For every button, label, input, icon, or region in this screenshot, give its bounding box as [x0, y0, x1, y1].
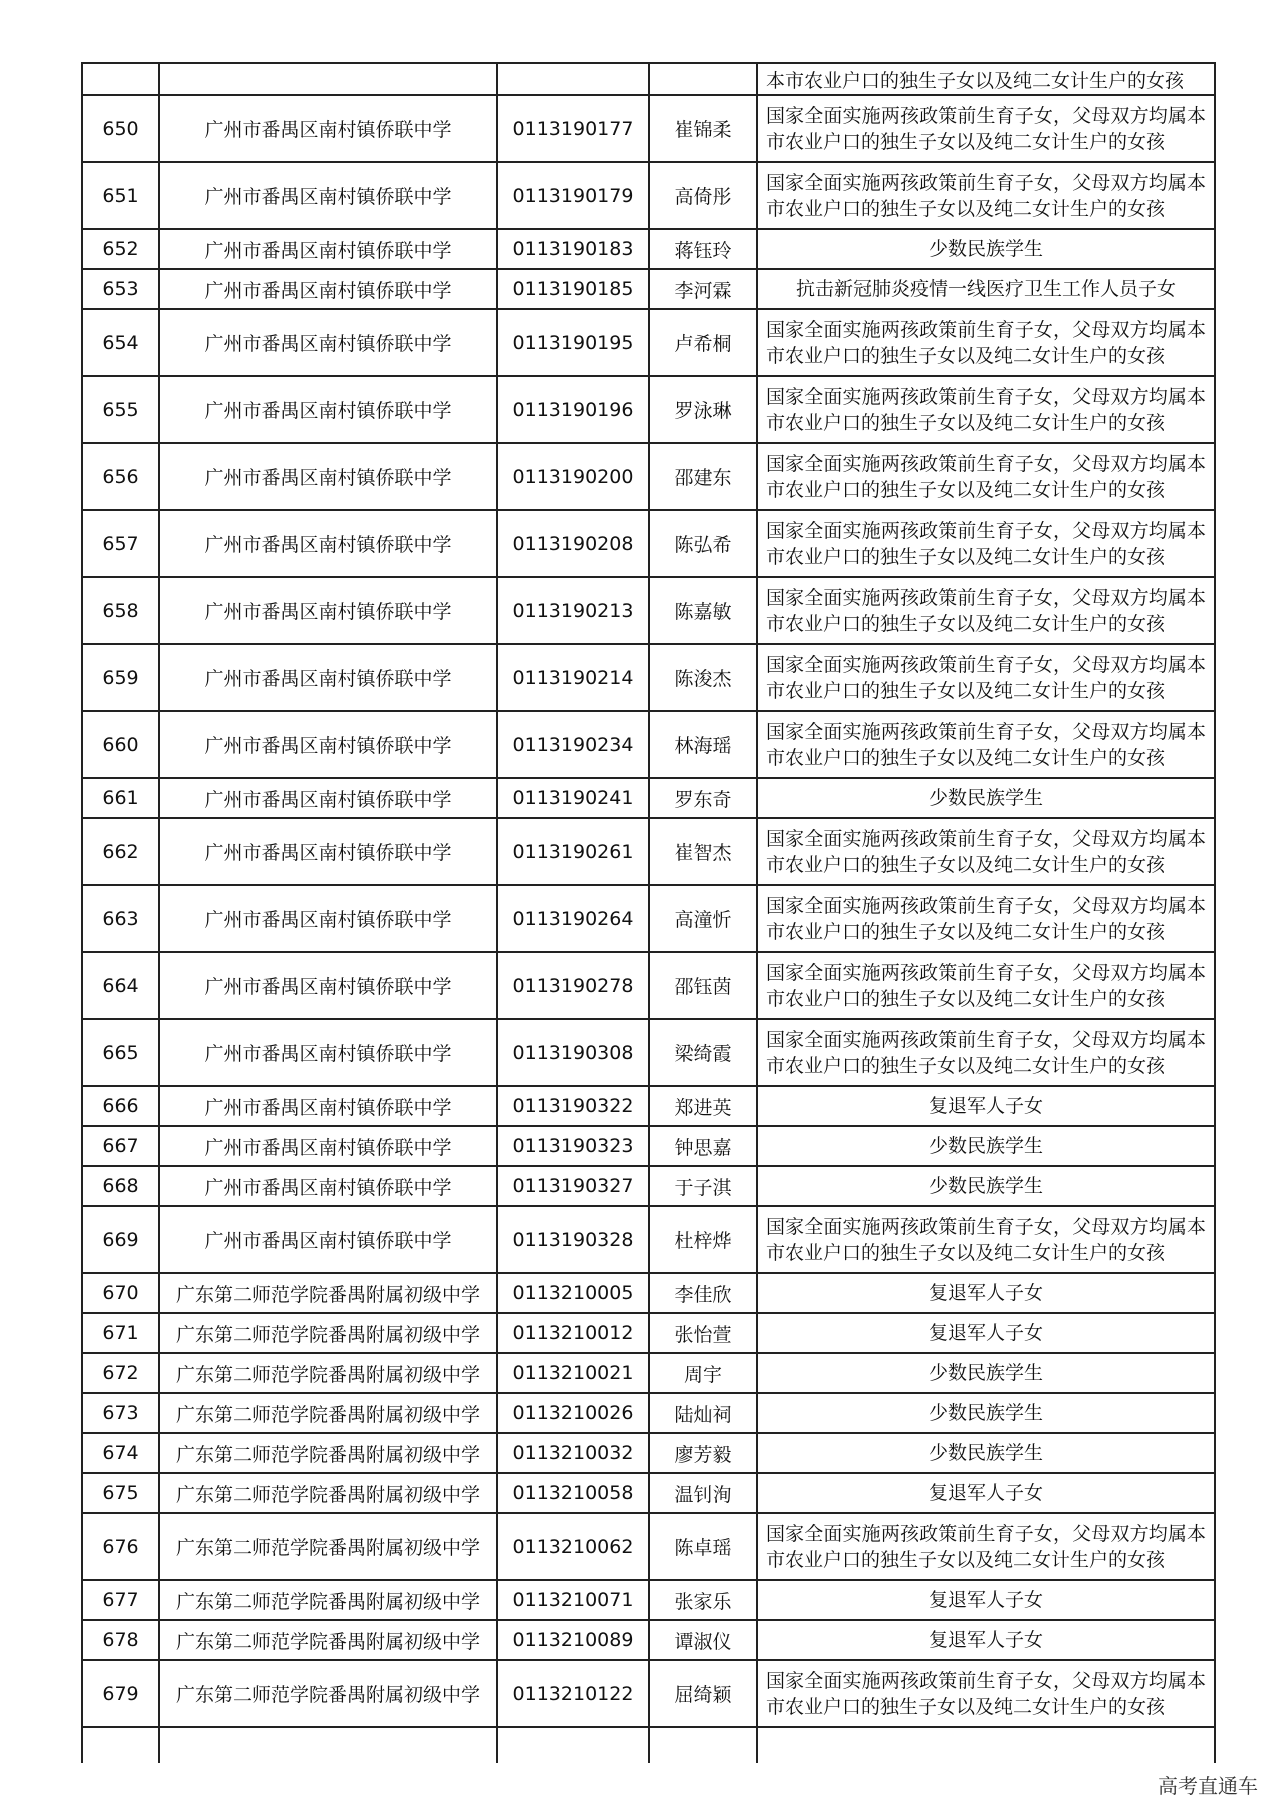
- cell-id: 0113210032: [497, 1433, 649, 1473]
- cell-id: 0113190183: [497, 229, 649, 269]
- cell-category: 少数民族学生: [757, 1393, 1215, 1433]
- cell-school: 广东第二师范学院番禺附属初级中学: [159, 1513, 497, 1580]
- cell-category: 复退军人子女: [757, 1313, 1215, 1353]
- table-row: [82, 443, 1215, 510]
- cell-no: 674: [82, 1433, 159, 1473]
- table-row: [82, 1313, 1215, 1353]
- cell-no: 673: [82, 1393, 159, 1433]
- cell-no: 677: [82, 1580, 159, 1620]
- cell-category: 少数民族学生: [757, 778, 1215, 818]
- cell-id: 0113210021: [497, 1353, 649, 1393]
- cell-school: 广州市番禺区南村镇侨联中学: [159, 376, 497, 443]
- cell-school: 广州市番禺区南村镇侨联中学: [159, 229, 497, 269]
- cell-school: 广东第二师范学院番禺附属初级中学: [159, 1313, 497, 1353]
- cell-name: 邵钰茵: [649, 952, 757, 1019]
- cell-category: 复退军人子女: [757, 1620, 1215, 1660]
- cell-id: 0113190185: [497, 269, 649, 309]
- cell-name: 张怡萱: [649, 1313, 757, 1353]
- cell-name: 高倚彤: [649, 162, 757, 229]
- table-row: [82, 952, 1215, 1019]
- cell-name: 罗泳琳: [649, 376, 757, 443]
- cell-category: 国家全面实施两孩政策前生育子女，父母双方均属本市农业户口的独生子女以及纯二女计生户的女孩: [757, 1019, 1215, 1086]
- table-row: [82, 1473, 1215, 1513]
- cell-name: 崔锦柔: [649, 95, 757, 162]
- cell-category: 抗击新冠肺炎疫情一线医疗卫生工作人员子女: [757, 269, 1215, 309]
- cell-category: 国家全面实施两孩政策前生育子女，父母双方均属本市农业户口的独生子女以及纯二女计生户的女孩: [757, 376, 1215, 443]
- cell-school: 广州市番禺区南村镇侨联中学: [159, 577, 497, 644]
- cell-no: 672: [82, 1353, 159, 1393]
- cell-name: 李河霖: [649, 269, 757, 309]
- cell-id: 0113190214: [497, 644, 649, 711]
- cell-no: 650: [82, 95, 159, 162]
- category-fragment: 本市农业户口的独生子女以及纯二女计生户的女孩: [757, 63, 1215, 95]
- cell-id: 0113210005: [497, 1273, 649, 1313]
- cell-no: 661: [82, 778, 159, 818]
- cell-school: 广州市番禺区南村镇侨联中学: [159, 778, 497, 818]
- cell-name: 蒋钰玲: [649, 229, 757, 269]
- cell-no: 654: [82, 309, 159, 376]
- cell-name: 张家乐: [649, 1580, 757, 1620]
- cell-id: 0113210062: [497, 1513, 649, 1580]
- cell-name: 于子淇: [649, 1166, 757, 1206]
- cell-school: 广州市番禺区南村镇侨联中学: [159, 1019, 497, 1086]
- cell-id: 0113210012: [497, 1313, 649, 1353]
- cell-category: 复退军人子女: [757, 1273, 1215, 1313]
- cell-school: 广州市番禺区南村镇侨联中学: [159, 818, 497, 885]
- cell-name: 梁绮霞: [649, 1019, 757, 1086]
- cell-category: 复退军人子女: [757, 1086, 1215, 1126]
- table-row: [82, 162, 1215, 229]
- cell-name: 邵建东: [649, 443, 757, 510]
- cell-name: 李佳欣: [649, 1273, 757, 1313]
- cell-id: 0113190177: [497, 95, 649, 162]
- cell-school: 广东第二师范学院番禺附属初级中学: [159, 1660, 497, 1727]
- cell-id: 0113190200: [497, 443, 649, 510]
- cell-id: 0113190278: [497, 952, 649, 1019]
- cell-no: 676: [82, 1513, 159, 1580]
- cell-name: 郑进英: [649, 1086, 757, 1126]
- cell-school: 广州市番禺区南村镇侨联中学: [159, 269, 497, 309]
- table-row: [82, 229, 1215, 269]
- cell-no: 658: [82, 577, 159, 644]
- cell-school: 广州市番禺区南村镇侨联中学: [159, 443, 497, 510]
- table-row: [82, 1513, 1215, 1580]
- cell-name: 高潼忻: [649, 885, 757, 952]
- cell-name: 陈卓瑶: [649, 1513, 757, 1580]
- cell-id: 0113190179: [497, 162, 649, 229]
- cell-id: 0113190208: [497, 510, 649, 577]
- cell-school: 广东第二师范学院番禺附属初级中学: [159, 1580, 497, 1620]
- table-row: [82, 644, 1215, 711]
- cell-name: 陆灿祠: [649, 1393, 757, 1433]
- table-row: [82, 376, 1215, 443]
- cell-no: 670: [82, 1273, 159, 1313]
- cell-no: 666: [82, 1086, 159, 1126]
- table-row: [82, 885, 1215, 952]
- cell-no: 678: [82, 1620, 159, 1660]
- cell-no: 668: [82, 1166, 159, 1206]
- cell-school: 广州市番禺区南村镇侨联中学: [159, 510, 497, 577]
- table-row: [82, 818, 1215, 885]
- cell-category: 国家全面实施两孩政策前生育子女，父母双方均属本市农业户口的独生子女以及纯二女计生户的女孩: [757, 95, 1215, 162]
- table-row: [82, 1660, 1215, 1727]
- cell-school: 广州市番禺区南村镇侨联中学: [159, 1166, 497, 1206]
- cell-id: 0113190241: [497, 778, 649, 818]
- table-body: [82, 63, 1215, 1763]
- cell-category: 复退军人子女: [757, 1580, 1215, 1620]
- cell-category: 国家全面实施两孩政策前生育子女，父母双方均属本市农业户口的独生子女以及纯二女计生户的女孩: [757, 309, 1215, 376]
- cell-id: 0113210122: [497, 1660, 649, 1727]
- table-row: [82, 577, 1215, 644]
- cell-id: 0113190213: [497, 577, 649, 644]
- cell-no: 659: [82, 644, 159, 711]
- cell-no: 675: [82, 1473, 159, 1513]
- cell-category: 国家全面实施两孩政策前生育子女，父母双方均属本市农业户口的独生子女以及纯二女计生户的女孩: [757, 1660, 1215, 1727]
- cell-school: 广东第二师范学院番禺附属初级中学: [159, 1473, 497, 1513]
- cell-school: 广州市番禺区南村镇侨联中学: [159, 95, 497, 162]
- cell-no: 651: [82, 162, 159, 229]
- cell-name: 屈绮颖: [649, 1660, 757, 1727]
- table-row-fragment-bottom: [82, 1727, 1215, 1763]
- student-list-table: [81, 62, 1216, 1763]
- cell-name: 陈浚杰: [649, 644, 757, 711]
- document-page: [81, 62, 1214, 1763]
- cell-category: 国家全面实施两孩政策前生育子女，父母双方均属本市农业户口的独生子女以及纯二女计生户的女孩: [757, 510, 1215, 577]
- table-row: [82, 1273, 1215, 1313]
- cell-category: 国家全面实施两孩政策前生育子女，父母双方均属本市农业户口的独生子女以及纯二女计生户的女孩: [757, 818, 1215, 885]
- cell-id: 0113190323: [497, 1126, 649, 1166]
- cell-id: 0113190261: [497, 818, 649, 885]
- cell-name: 卢希桐: [649, 309, 757, 376]
- cell-category: 国家全面实施两孩政策前生育子女，父母双方均属本市农业户口的独生子女以及纯二女计生户的女孩: [757, 443, 1215, 510]
- cell-category: 国家全面实施两孩政策前生育子女，父母双方均属本市农业户口的独生子女以及纯二女计生户的女孩: [757, 162, 1215, 229]
- cell-category: 少数民族学生: [757, 1166, 1215, 1206]
- cell-id: 0113210071: [497, 1580, 649, 1620]
- cell-no: 660: [82, 711, 159, 778]
- table-row: [82, 1206, 1215, 1273]
- table-row: [82, 309, 1215, 376]
- cell-no: 671: [82, 1313, 159, 1353]
- table-row: [82, 1433, 1215, 1473]
- cell-name: 崔智杰: [649, 818, 757, 885]
- table-row: [82, 1580, 1215, 1620]
- cell-no: 679: [82, 1660, 159, 1727]
- cell-school: 广州市番禺区南村镇侨联中学: [159, 1126, 497, 1166]
- table-row: [82, 1353, 1215, 1393]
- cell-id: 0113190264: [497, 885, 649, 952]
- cell-no: 663: [82, 885, 159, 952]
- cell-category: 复退军人子女: [757, 1473, 1215, 1513]
- cell-category: 国家全面实施两孩政策前生育子女，父母双方均属本市农业户口的独生子女以及纯二女计生户的女孩: [757, 952, 1215, 1019]
- cell-name: 谭淑仪: [649, 1620, 757, 1660]
- cell-school: 广州市番禺区南村镇侨联中学: [159, 885, 497, 952]
- cell-id: 0113210089: [497, 1620, 649, 1660]
- cell-school: 广东第二师范学院番禺附属初级中学: [159, 1620, 497, 1660]
- cell-id: 0113190322: [497, 1086, 649, 1126]
- cell-category: 少数民族学生: [757, 229, 1215, 269]
- cell-no: 669: [82, 1206, 159, 1273]
- table-row: [82, 1019, 1215, 1086]
- table-row: [82, 1620, 1215, 1660]
- cell-school: 广州市番禺区南村镇侨联中学: [159, 711, 497, 778]
- cell-name: 罗东奇: [649, 778, 757, 818]
- cell-no: 657: [82, 510, 159, 577]
- cell-name: 陈嘉敏: [649, 577, 757, 644]
- cell-school: 广州市番禺区南村镇侨联中学: [159, 1086, 497, 1126]
- cell-school: 广东第二师范学院番禺附属初级中学: [159, 1433, 497, 1473]
- cell-no: 652: [82, 229, 159, 269]
- cell-school: 广东第二师范学院番禺附属初级中学: [159, 1353, 497, 1393]
- cell-name: 廖芳毅: [649, 1433, 757, 1473]
- cell-school: 广州市番禺区南村镇侨联中学: [159, 644, 497, 711]
- cell-category: 少数民族学生: [757, 1353, 1215, 1393]
- cell-category: 国家全面实施两孩政策前生育子女，父母双方均属本市农业户口的独生子女以及纯二女计生户的女孩: [757, 577, 1215, 644]
- cell-id: 0113190234: [497, 711, 649, 778]
- cell-category: 国家全面实施两孩政策前生育子女，父母双方均属本市农业户口的独生子女以及纯二女计生户的女孩: [757, 1513, 1215, 1580]
- cell-id: 0113210026: [497, 1393, 649, 1433]
- table-row: [82, 95, 1215, 162]
- cell-name: 杜梓烨: [649, 1206, 757, 1273]
- cell-category: 少数民族学生: [757, 1126, 1215, 1166]
- table-row: [82, 711, 1215, 778]
- cell-name: 温钊洵: [649, 1473, 757, 1513]
- cell-no: 662: [82, 818, 159, 885]
- cell-no: 656: [82, 443, 159, 510]
- cell-category: 国家全面实施两孩政策前生育子女，父母双方均属本市农业户口的独生子女以及纯二女计生户的女孩: [757, 885, 1215, 952]
- cell-no: 655: [82, 376, 159, 443]
- cell-school: 广东第二师范学院番禺附属初级中学: [159, 1393, 497, 1433]
- watermark-text: 高考直通车: [1158, 1774, 1258, 1798]
- table-row: [82, 269, 1215, 309]
- cell-school: 广州市番禺区南村镇侨联中学: [159, 1206, 497, 1273]
- cell-id: 0113190328: [497, 1206, 649, 1273]
- cell-no: 667: [82, 1126, 159, 1166]
- cell-school: 广东第二师范学院番禺附属初级中学: [159, 1273, 497, 1313]
- table-row: [82, 1393, 1215, 1433]
- table-row: [82, 1126, 1215, 1166]
- cell-category: 国家全面实施两孩政策前生育子女，父母双方均属本市农业户口的独生子女以及纯二女计生户的女孩: [757, 711, 1215, 778]
- cell-name: 钟思嘉: [649, 1126, 757, 1166]
- cell-no: 665: [82, 1019, 159, 1086]
- cell-school: 广州市番禺区南村镇侨联中学: [159, 162, 497, 229]
- table-row: [82, 1166, 1215, 1206]
- cell-no: 664: [82, 952, 159, 1019]
- table-row: [82, 1086, 1215, 1126]
- cell-name: 林海瑶: [649, 711, 757, 778]
- cell-category: 国家全面实施两孩政策前生育子女，父母双方均属本市农业户口的独生子女以及纯二女计生户的女孩: [757, 644, 1215, 711]
- cell-category: 少数民族学生: [757, 1433, 1215, 1473]
- cell-no: 653: [82, 269, 159, 309]
- cell-id: 0113190327: [497, 1166, 649, 1206]
- table-row: [82, 778, 1215, 818]
- table-row-fragment-top: [82, 63, 1215, 95]
- cell-id: 0113190195: [497, 309, 649, 376]
- cell-school: 广州市番禺区南村镇侨联中学: [159, 952, 497, 1019]
- cell-name: 陈弘希: [649, 510, 757, 577]
- cell-id: 0113190308: [497, 1019, 649, 1086]
- cell-id: 0113210058: [497, 1473, 649, 1513]
- cell-id: 0113190196: [497, 376, 649, 443]
- cell-category: 国家全面实施两孩政策前生育子女，父母双方均属本市农业户口的独生子女以及纯二女计生户的女孩: [757, 1206, 1215, 1273]
- cell-name: 周宇: [649, 1353, 757, 1393]
- table-row: [82, 510, 1215, 577]
- cell-school: 广州市番禺区南村镇侨联中学: [159, 309, 497, 376]
